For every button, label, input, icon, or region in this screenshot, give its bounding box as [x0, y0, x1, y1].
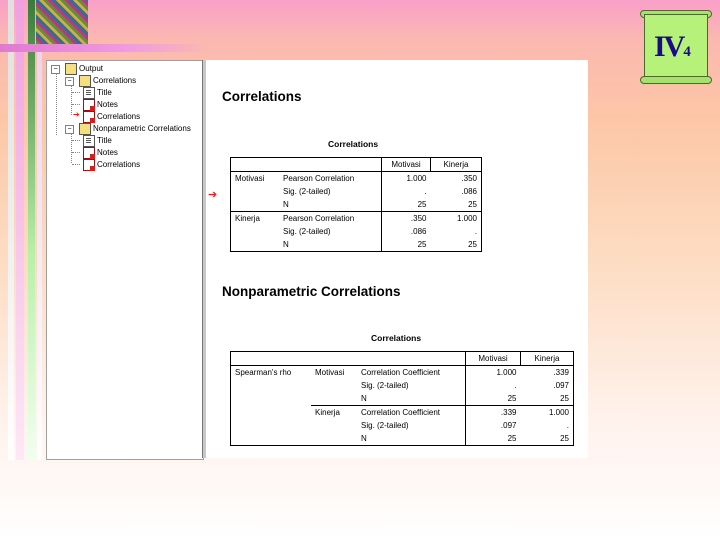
section-heading: Nonparametric Correlations: [222, 284, 401, 299]
row-statistic: Pearson Correlation: [279, 212, 382, 226]
section-heading: Correlations: [222, 89, 302, 104]
table-row: [231, 366, 574, 380]
tree-item-label: Correlations: [97, 112, 141, 121]
output-book-icon: [65, 63, 77, 75]
row-method: Spearman's rho: [231, 366, 312, 380]
tree-item-label: Output: [79, 64, 104, 73]
empty-corner: [357, 352, 466, 366]
table-row: [231, 225, 482, 238]
pivot-table-icon: [83, 111, 95, 123]
badge-numeral: IV: [654, 30, 684, 63]
document-icon: [83, 135, 95, 147]
tree-guide: [72, 152, 80, 153]
table-row: [231, 432, 574, 446]
table-cell: .097: [500, 421, 517, 430]
table-cell: .: [521, 419, 574, 432]
empty-corner: [311, 352, 357, 366]
table-row: [231, 406, 574, 420]
table-cell: .: [514, 381, 517, 390]
table-cell: .086: [431, 185, 482, 198]
table-cell: 1.000: [382, 172, 431, 186]
table-row: [231, 172, 482, 186]
collapse-toggle[interactable]: −: [51, 65, 60, 74]
tree-guide: [72, 164, 80, 165]
column-header: Kinerja: [521, 352, 574, 366]
row-variable: Motivasi: [311, 366, 357, 380]
empty-corner: [231, 352, 312, 366]
tree-item-label: Notes: [97, 148, 118, 157]
column-header: Motivasi: [466, 352, 521, 366]
table-cell: 1.000: [431, 212, 482, 226]
table-cell: .086: [410, 227, 427, 236]
collapse-toggle[interactable]: −: [65, 125, 74, 134]
tree-guide: [72, 92, 80, 93]
row-statistic: N: [357, 392, 466, 406]
table-cell: .339: [521, 366, 574, 380]
output-viewer[interactable]: [206, 60, 588, 458]
output-navigator[interactable]: [46, 60, 204, 460]
slide-number-badge: [636, 10, 714, 84]
table-cell: 25: [466, 432, 521, 446]
column-header: Kinerja: [431, 158, 482, 172]
current-item-arrow-icon: ➔: [73, 110, 80, 119]
table-cell: .350: [431, 172, 482, 186]
row-variable: Kinerja: [315, 408, 340, 417]
table-cell: .: [431, 225, 482, 238]
table-row: [231, 238, 482, 252]
tree-item-label: Correlations: [97, 160, 141, 169]
empty-corner: [231, 158, 280, 172]
table-row: [231, 198, 482, 212]
table-cell: 25: [521, 392, 574, 406]
row-variable: Kinerja: [231, 212, 280, 226]
row-statistic: N: [279, 198, 382, 212]
row-statistic: Sig. (2-tailed): [357, 379, 466, 392]
table-row: [231, 392, 574, 406]
row-variable: Motivasi: [231, 172, 280, 186]
row-statistic: N: [279, 238, 382, 252]
row-statistic: Correlation Coefficient: [357, 366, 466, 380]
tree-guide: [72, 104, 80, 105]
table-cell: 25: [431, 238, 482, 252]
table-caption: Correlations: [371, 333, 422, 343]
table-cell: .350: [410, 214, 427, 223]
tree-item-label: Nonparametric Correlations: [93, 124, 191, 133]
table-caption: Correlations: [328, 139, 379, 149]
tree-guide: [71, 85, 72, 115]
table-cell: 1.000: [466, 366, 521, 380]
table-cell: 25: [382, 238, 431, 252]
table-cell: 25: [521, 432, 574, 446]
collapse-toggle[interactable]: −: [65, 77, 74, 86]
table-cell: 25: [431, 198, 482, 212]
empty-corner: [279, 158, 382, 172]
notes-icon: [83, 99, 95, 111]
badge-subscript: 4: [683, 44, 689, 60]
row-statistic: Pearson Correlation: [279, 172, 382, 186]
table-cell: .097: [521, 379, 574, 392]
decorative-bar: [0, 44, 210, 52]
column-header: Motivasi: [382, 158, 431, 172]
row-statistic: Sig. (2-tailed): [279, 225, 382, 238]
table-cell: .: [424, 187, 427, 196]
decorative-photo-strip: [36, 0, 88, 44]
table-cell: 25: [466, 392, 521, 406]
output-book-icon: [79, 123, 91, 135]
table-cell: .339: [500, 408, 517, 417]
table-cell: 25: [382, 198, 431, 212]
table-row: [231, 379, 574, 392]
correlations-table[interactable]: [230, 157, 482, 252]
output-book-icon: [79, 75, 91, 87]
pivot-table-icon: [83, 159, 95, 171]
row-statistic: Sig. (2-tailed): [357, 419, 466, 432]
notes-icon: [83, 147, 95, 159]
table-row: [231, 185, 482, 198]
document-icon: [83, 87, 95, 99]
row-statistic: N: [357, 432, 466, 446]
table-row: [231, 419, 574, 432]
tree-guide: [71, 133, 72, 163]
tree-item-label: Title: [97, 136, 112, 145]
nonparametric-correlations-table[interactable]: [230, 351, 574, 446]
tree-guide: [72, 140, 80, 141]
tree-item-label: Notes: [97, 100, 118, 109]
table-row: [231, 212, 482, 226]
tree-item-label: Correlations: [93, 76, 137, 85]
tree-guide: [56, 71, 57, 135]
row-statistic: Correlation Coefficient: [357, 406, 466, 420]
table-cell: 1.000: [521, 406, 574, 420]
row-statistic: Sig. (2-tailed): [279, 185, 382, 198]
tree-item-label: Title: [97, 88, 112, 97]
decorative-stripes: [0, 0, 48, 460]
current-table-arrow-icon: ➔: [208, 189, 218, 201]
